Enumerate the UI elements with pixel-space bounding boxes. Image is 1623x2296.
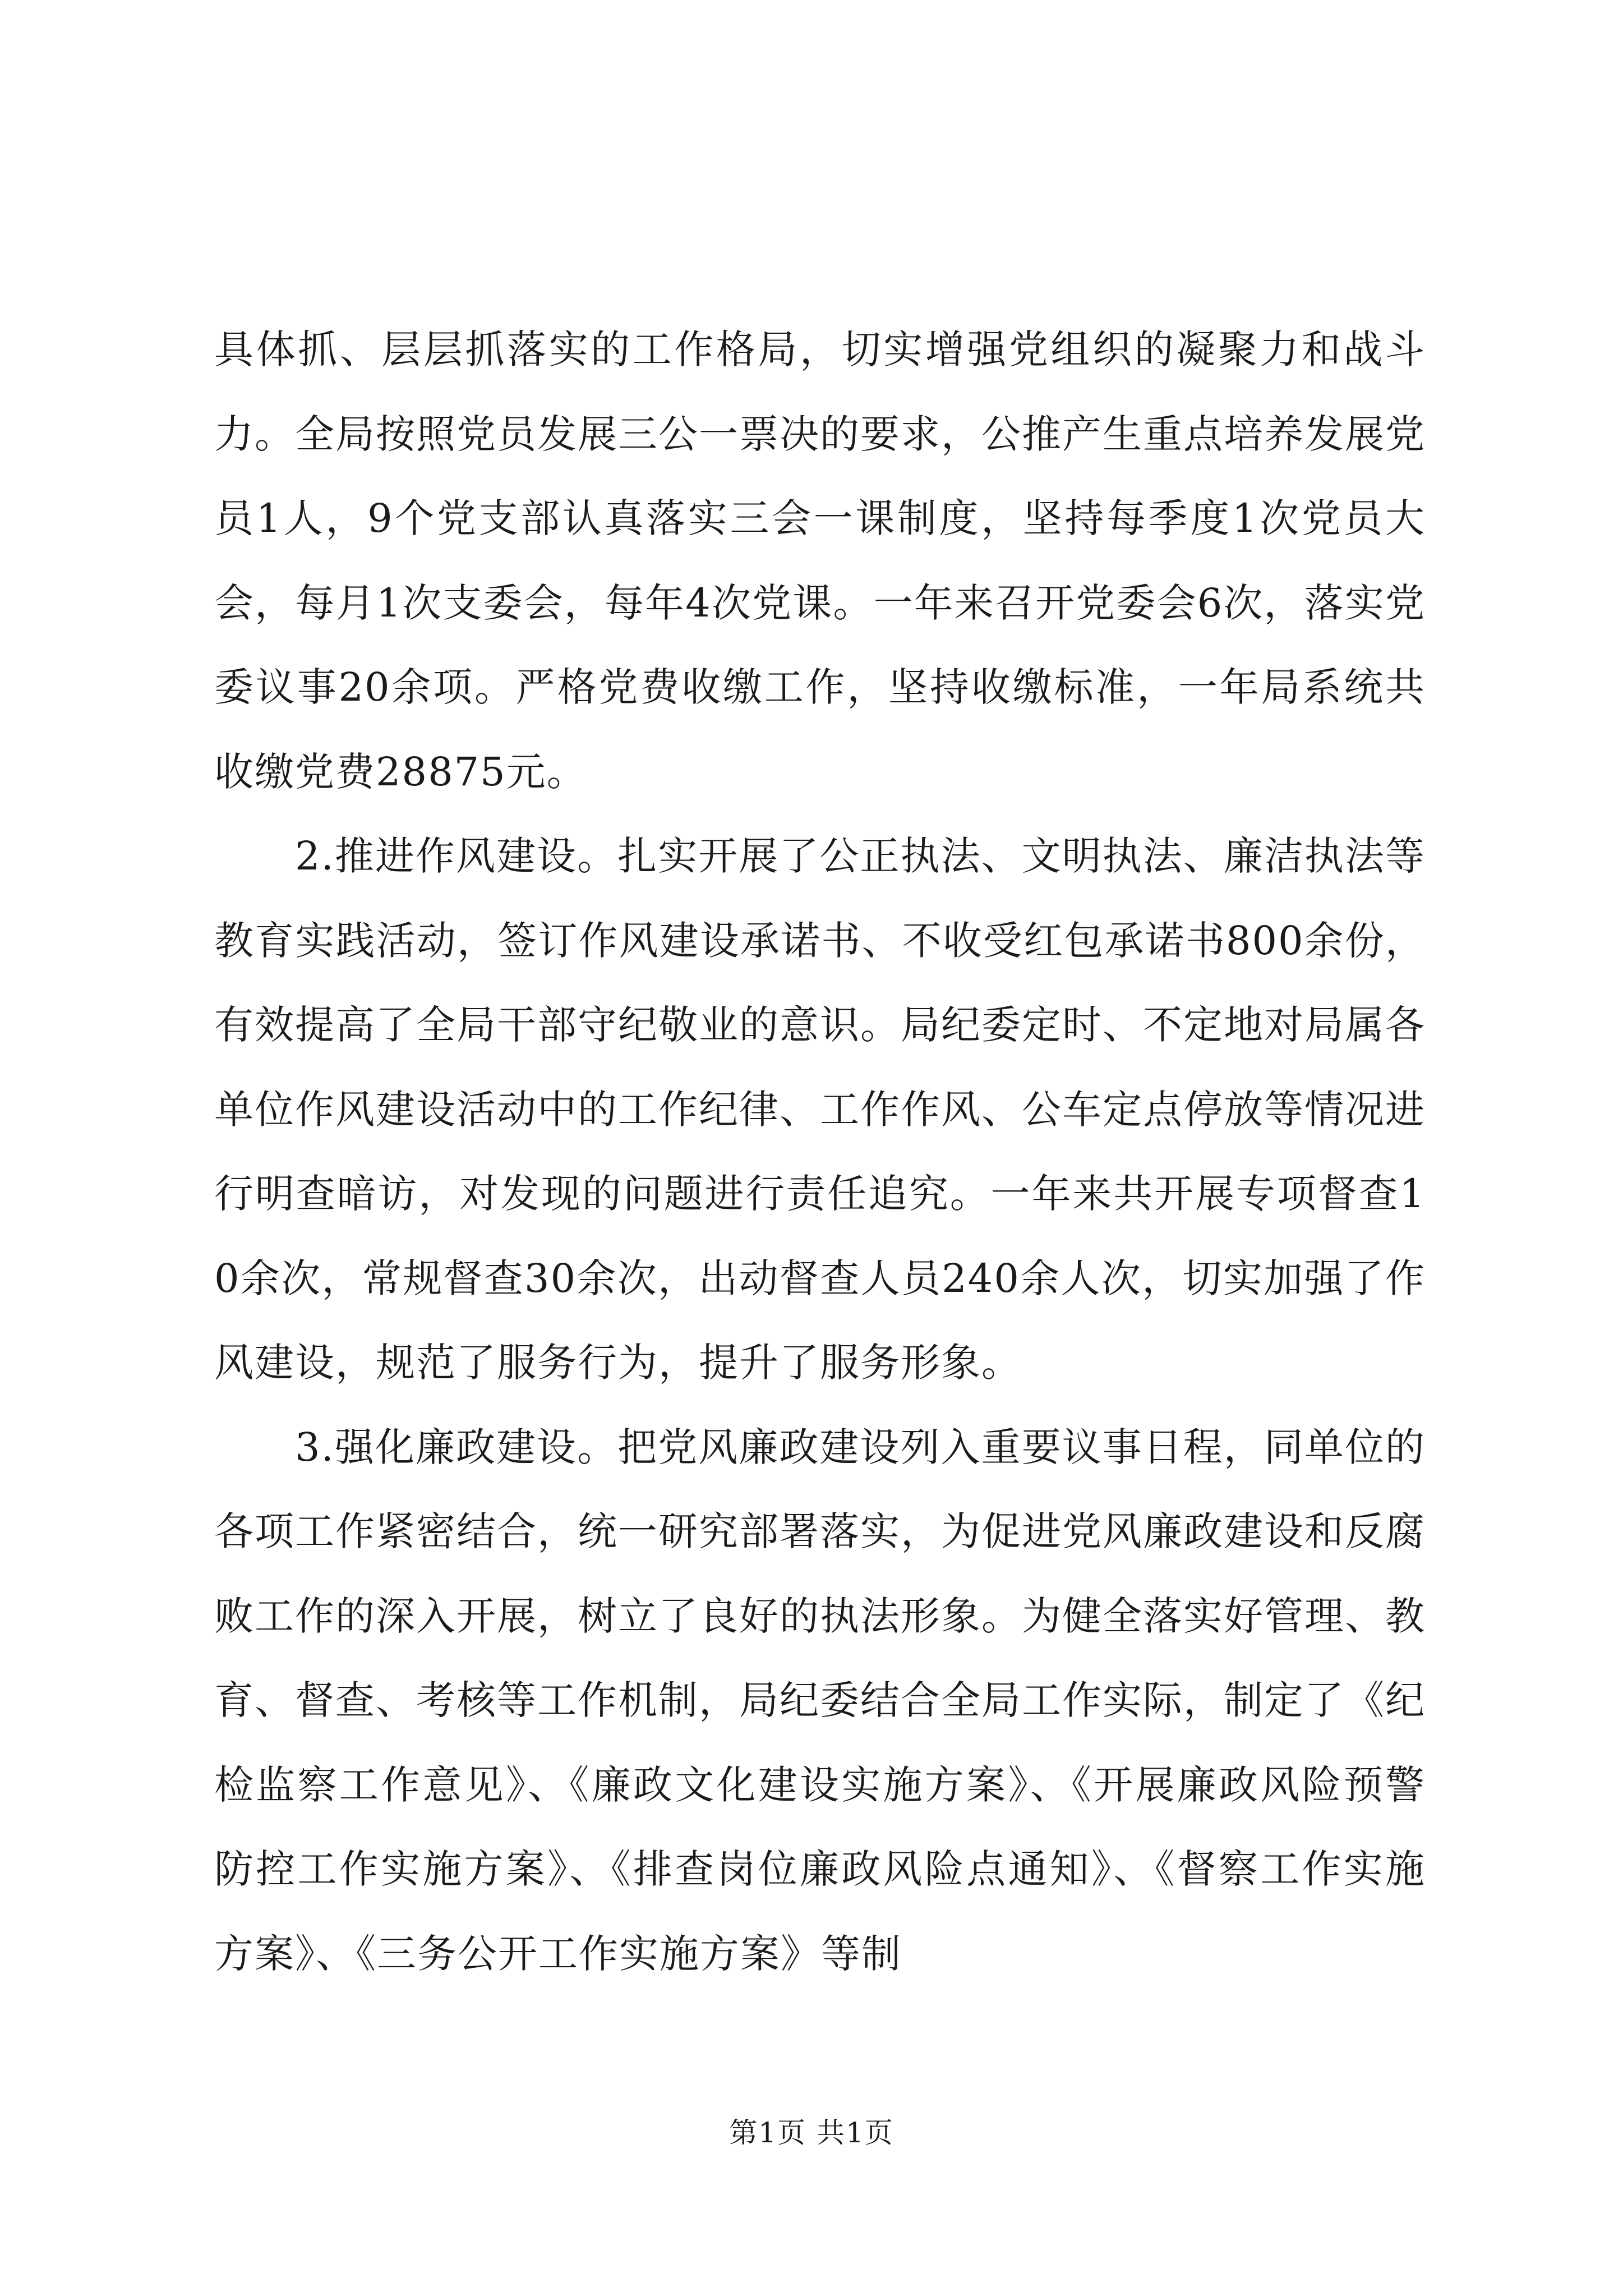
paragraph-2: 2.推进作风建设。扎实开展了公正执法、文明执法、廉洁执法等教育实践活动，签订作风建设承诺书、不收受红包承诺书800余份，有效提高了全局干部守纪敬业的意识。局纪委定时、不定地对局属各单位作风建设活动中的工作纪律、工作作风、公车定点停放等情况进行明查暗访，对发现的问题进行责任追究。一年来共开展专项督查10余次，常规督查30余次，出动督查人员240余人次，切实加强了作风建设，规范了服务行为，提升了服务形象。 (214, 833, 1426, 1386)
page-footer: 第1页 共1页 (729, 2116, 894, 2149)
document-body (214, 307, 1426, 1996)
paragraph-1: 具体抓、层层抓落实的工作格局，切实增强党组织的凝聚力和战斗力。全局按照党员发展三公一票决的要求，公推产生重点培养发展党员1人，9个党支部认真落实三会一课制度，坚持每季度1次党员大会，每月1次支委会，每年4次党课。一年来召开党委会6次，落实党委议事20余项。严格党费收缴工作，坚持收缴标准，一年局系统共收缴党费28875元。 (214, 326, 1426, 795)
paragraph-3: 3.强化廉政建设。把党风廉政建设列入重要议事日程，同单位的各项工作紧密结合，统一研究部署落实，为促进党风廉政建设和反腐败工作的深入开展，树立了良好的执法形象。为健全落实好管理、教育、督查、考核等工作机制，局纪委结合全局工作实际，制定了《纪检监察工作意见》、《廉政文化建设实施方案》、《开展廉政风险预警防控工作实施方案》、《排查岗位廉政风险点通知》、《督察工作实施方案》、《三务公开工作实施方案》等制 (214, 1424, 1426, 1977)
